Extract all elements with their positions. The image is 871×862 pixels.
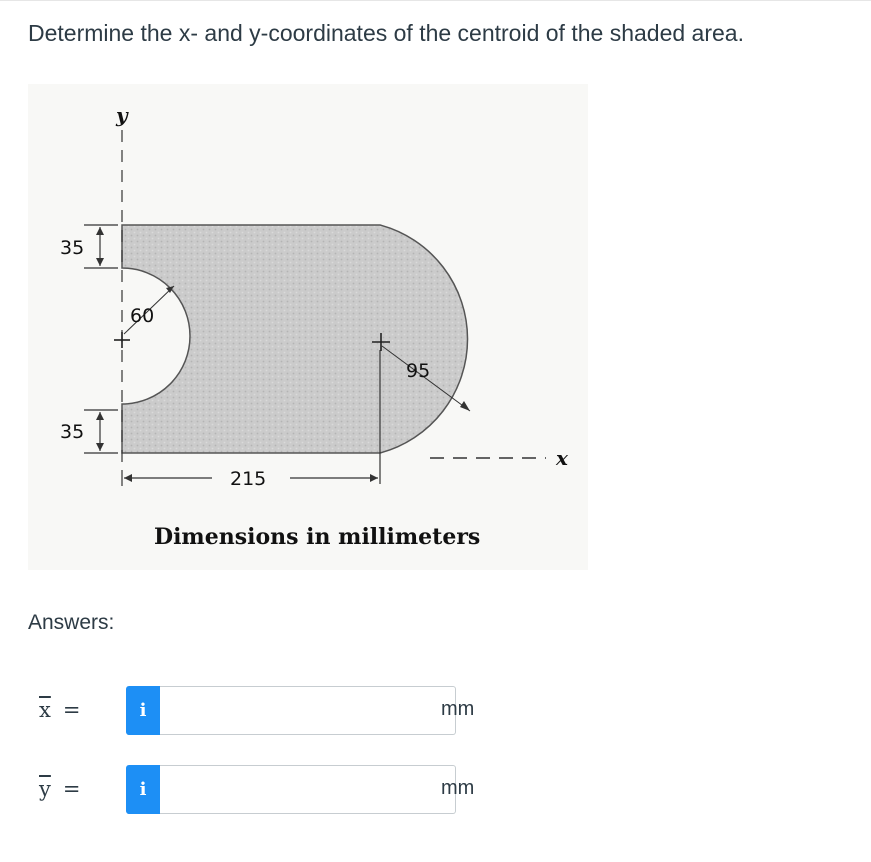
equals-sign: =	[62, 698, 81, 722]
dim-top-label: 35	[60, 237, 85, 259]
info-icon: i	[139, 779, 147, 800]
answers-label: Answers:	[28, 611, 115, 634]
equals-sign: =	[62, 777, 81, 801]
y-bar-label	[39, 777, 80, 801]
answer-row-y	[28, 765, 588, 815]
info-button[interactable]	[126, 686, 160, 735]
radius-large-arrow	[460, 401, 470, 411]
dim-bottom-label: 35	[60, 421, 85, 443]
info-button[interactable]	[126, 765, 160, 814]
x-bar-label	[39, 698, 80, 722]
y-bar-symbol: $\overline{y}$	[39, 777, 51, 801]
y-axis-label: y	[116, 103, 128, 127]
x-axis-label: x	[556, 446, 568, 470]
info-icon: i	[139, 700, 147, 721]
answer-row-x	[28, 686, 588, 736]
x-bar-input[interactable]	[160, 686, 456, 735]
figure-caption: Dimensions in millimeters	[154, 524, 481, 550]
x-bar-symbol: $\overline{x}$	[39, 698, 51, 722]
shaded-area	[122, 225, 468, 453]
dim-length-label: 215	[230, 468, 267, 490]
centroid-figure	[28, 84, 588, 570]
figure-drawing	[28, 84, 588, 570]
y-bar-input[interactable]	[160, 765, 456, 814]
unit-label: mm	[441, 777, 475, 799]
unit-label: mm	[441, 698, 475, 720]
top-divider	[0, 0, 871, 1]
question-text: Determine the x- and y-coordinates of the centroid of the shaded area.	[28, 20, 744, 46]
dim-radius-large-label: 95	[406, 360, 431, 382]
dim-radius-small-label: 60	[130, 305, 155, 327]
